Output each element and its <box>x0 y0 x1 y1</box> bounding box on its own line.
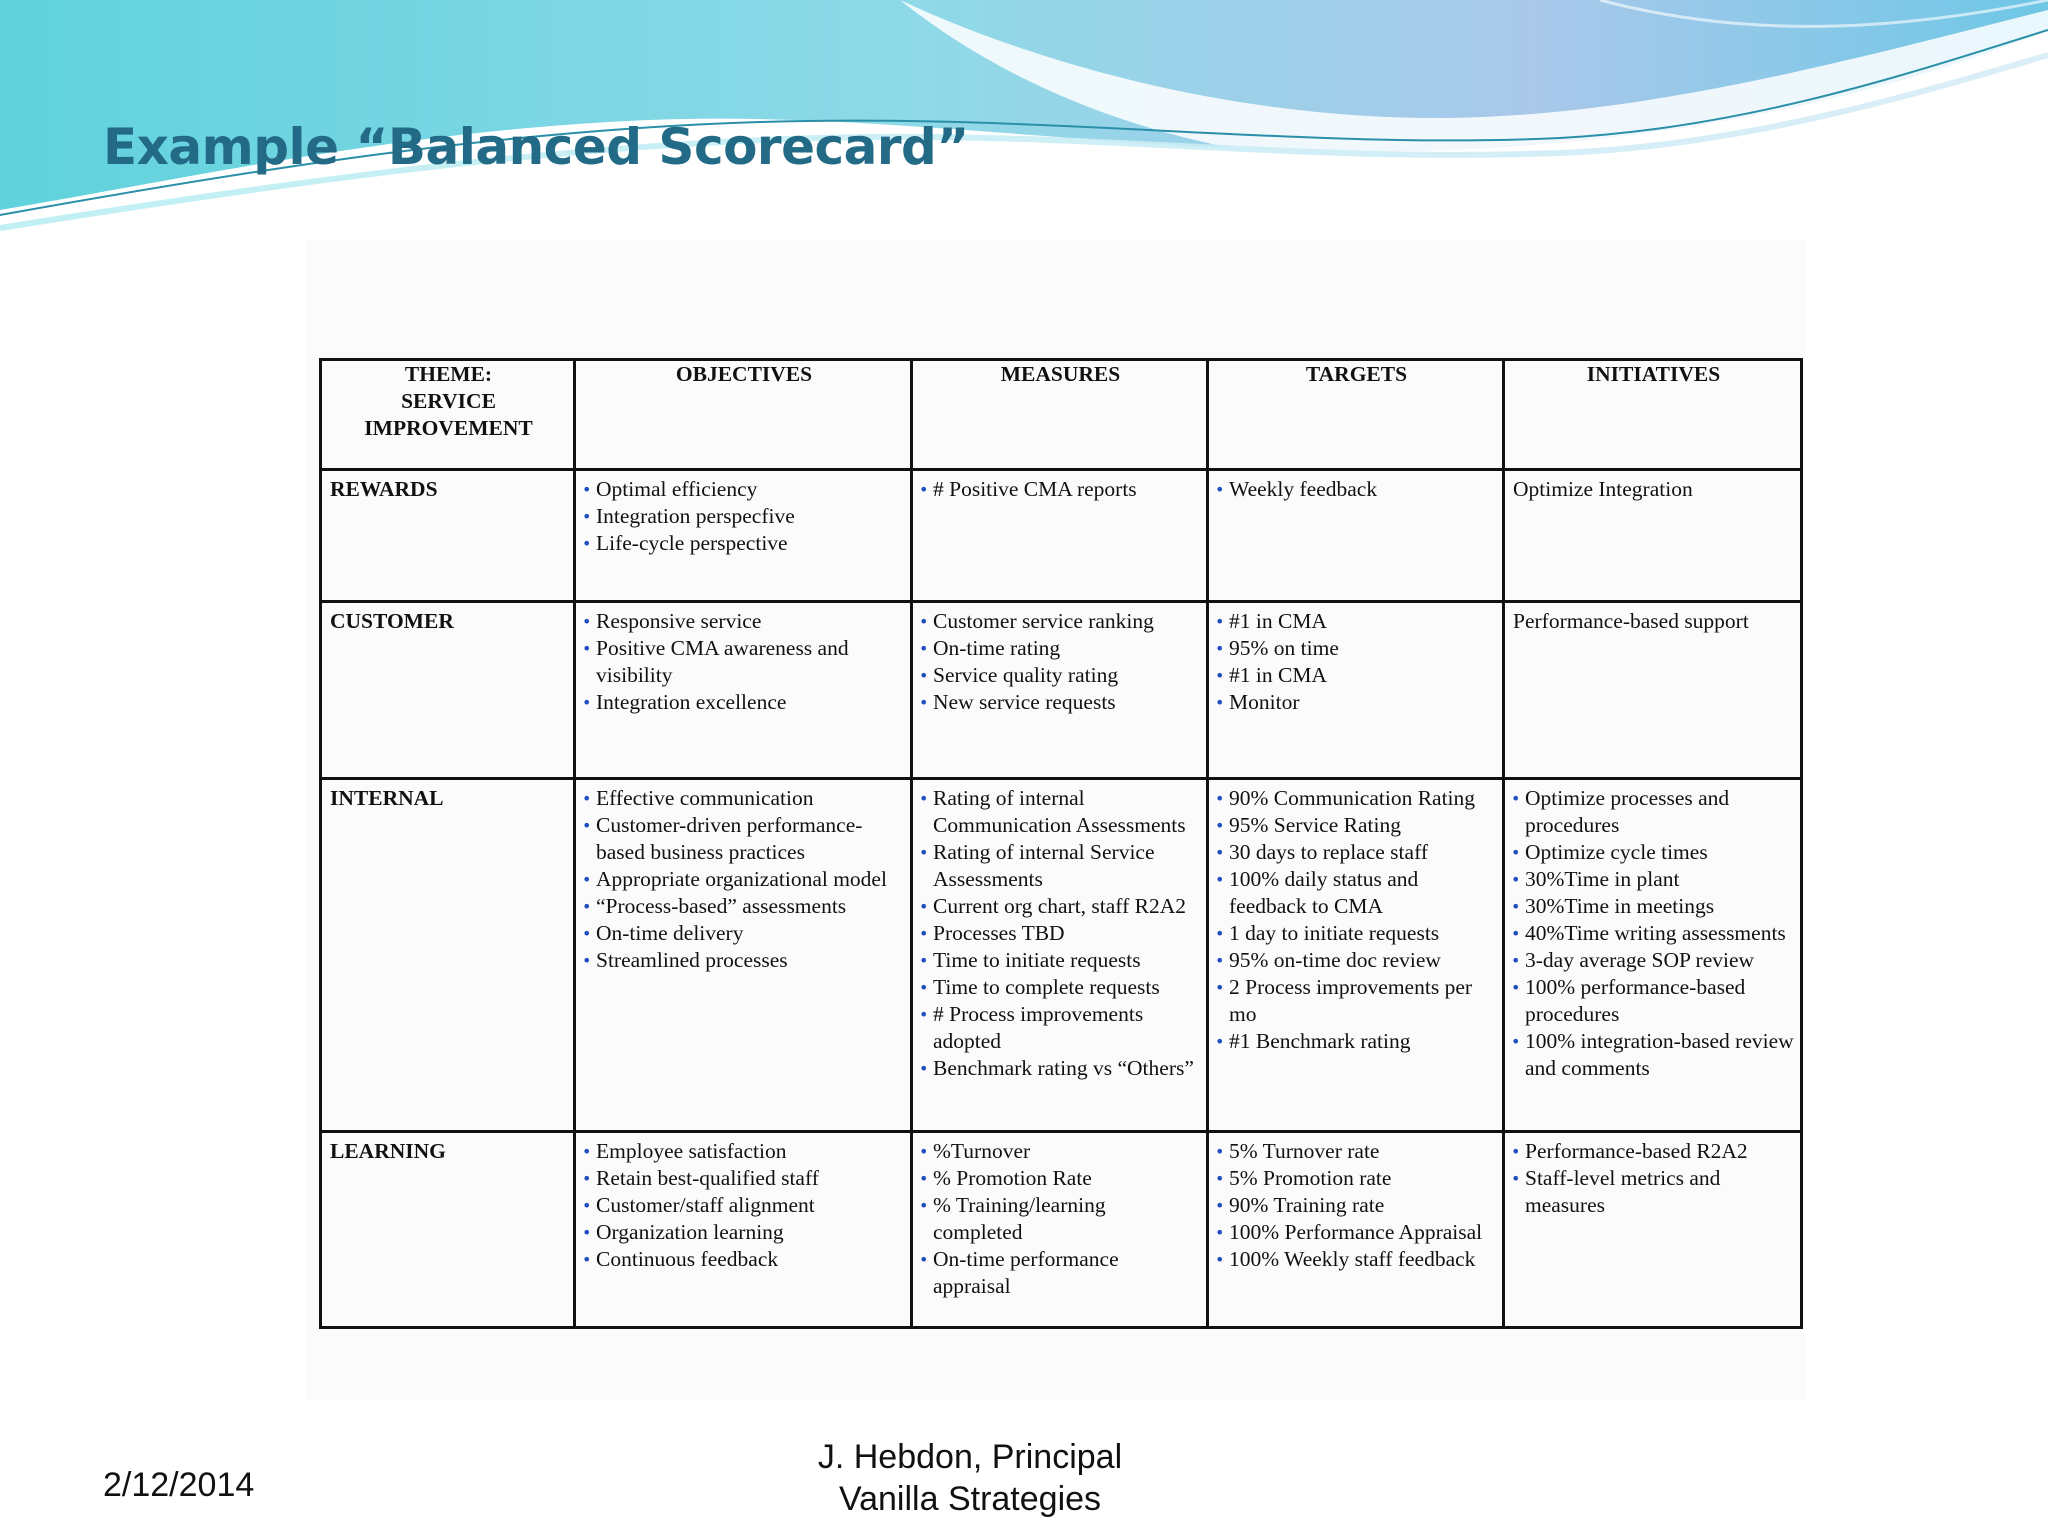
list-item: • Current org chart, staff R2A2 <box>921 893 1200 920</box>
list-item: • Effective communication <box>584 785 904 812</box>
list-item: • Weekly feedback <box>1217 476 1496 503</box>
list-item: • 1 day to initiate requests <box>1217 920 1496 947</box>
list-item: • % Training/learning completed <box>921 1192 1200 1246</box>
list-item: • Rating of internal Communication Assessments <box>921 785 1200 839</box>
list-item: • On-time performance appraisal <box>921 1246 1200 1300</box>
list-item: • On-time rating <box>921 635 1200 662</box>
list-item: • Staff-level metrics and measures <box>1513 1165 1794 1219</box>
list-item: • Service quality rating <box>921 662 1200 689</box>
list-item: • Customer/staff alignment <box>584 1192 904 1219</box>
list-item: • “Process-based” assessments <box>584 893 904 920</box>
table-header-row <box>321 360 1802 470</box>
list-item: • #1 in CMA <box>1217 608 1496 635</box>
list-item: • Appropriate organizational model <box>584 866 904 893</box>
list-item: • #1 Benchmark rating <box>1217 1028 1496 1055</box>
list-item: • 90% Training rate <box>1217 1192 1496 1219</box>
list-item: • 100% daily status and feedback to CMA <box>1217 866 1496 920</box>
author-name: J. Hebdon, Principal <box>817 1438 1123 1476</box>
list-item: • 30%Time in meetings <box>1513 893 1794 920</box>
initiatives-cell <box>1504 1132 1802 1328</box>
row-label: REWARDS <box>321 470 575 602</box>
targets-cell <box>1208 1132 1504 1328</box>
list-item: • Optimal efficiency <box>584 476 904 503</box>
list-item: • 95% Service Rating <box>1217 812 1496 839</box>
header-targets: TARGETS <box>1208 360 1504 470</box>
initiatives-cell: Performance-based support <box>1504 602 1802 779</box>
list-item: • Continuous feedback <box>584 1246 904 1273</box>
list-item: • Monitor <box>1217 689 1496 716</box>
list-item: • Customer-driven performance-based business practices <box>584 812 904 866</box>
list-item: • Time to complete requests <box>921 974 1200 1001</box>
list-item: • %Turnover <box>921 1138 1200 1165</box>
footer-date: 2/12/2014 <box>103 1466 255 1504</box>
header-initiatives: INITIATIVES <box>1504 360 1802 470</box>
measures-cell <box>912 779 1208 1132</box>
list-item: • Streamlined processes <box>584 947 904 974</box>
measures-cell <box>912 602 1208 779</box>
list-item: • 40%Time writing assessments <box>1513 920 1794 947</box>
list-item: • Performance-based R2A2 <box>1513 1138 1794 1165</box>
list-item: • Integration excellence <box>584 689 904 716</box>
list-item: • 95% on-time doc review <box>1217 947 1496 974</box>
list-item: • 90% Communication Rating <box>1217 785 1496 812</box>
measures-cell <box>912 470 1208 602</box>
list-item: • 30 days to replace staff <box>1217 839 1496 866</box>
balanced-scorecard-table <box>319 358 1803 1329</box>
targets-cell <box>1208 779 1504 1132</box>
table-row-customer <box>321 602 1802 779</box>
measures-cell <box>912 1132 1208 1328</box>
list-item: • Life-cycle perspective <box>584 530 904 557</box>
list-item: • Optimize cycle times <box>1513 839 1794 866</box>
list-item: • Organization learning <box>584 1219 904 1246</box>
objectives-cell <box>575 779 912 1132</box>
list-item: • Integration perspecfive <box>584 503 904 530</box>
list-item: • 100% Weekly staff feedback <box>1217 1246 1496 1273</box>
list-item: • % Promotion Rate <box>921 1165 1200 1192</box>
list-item: • Rating of internal Service Assessments <box>921 839 1200 893</box>
list-item: • Responsive service <box>584 608 904 635</box>
list-item: • #1 in CMA <box>1217 662 1496 689</box>
targets-cell <box>1208 602 1504 779</box>
list-item: • 5% Promotion rate <box>1217 1165 1496 1192</box>
list-item: • Positive CMA awareness and visibility <box>584 635 904 689</box>
list-item: • On-time delivery <box>584 920 904 947</box>
targets-cell <box>1208 470 1504 602</box>
initiatives-cell: Optimize Integration <box>1504 470 1802 602</box>
list-item: • Optimize processes and procedures <box>1513 785 1794 839</box>
header-measures: MEASURES <box>912 360 1208 470</box>
list-item: • 5% Turnover rate <box>1217 1138 1496 1165</box>
list-item: • 30%Time in plant <box>1513 866 1794 893</box>
objectives-cell <box>575 470 912 602</box>
list-item: • Retain best-qualified staff <box>584 1165 904 1192</box>
list-item: • 3-day average SOP review <box>1513 947 1794 974</box>
list-item: • 95% on time <box>1217 635 1496 662</box>
header-theme: THEME: SERVICE IMPROVEMENT <box>321 360 575 470</box>
row-label: INTERNAL <box>321 779 575 1132</box>
initiatives-cell <box>1504 779 1802 1132</box>
objectives-cell <box>575 602 912 779</box>
slide-title: Example “Balanced Scorecard” <box>103 118 969 176</box>
header-objectives: OBJECTIVES <box>575 360 912 470</box>
footer-author <box>790 1436 1150 1520</box>
table-row-learning <box>321 1132 1802 1328</box>
list-item: • # Positive CMA reports <box>921 476 1200 503</box>
list-item: • Customer service ranking <box>921 608 1200 635</box>
list-item: • 100% performance-based procedures <box>1513 974 1794 1028</box>
list-item: • Benchmark rating vs “Others” <box>921 1055 1200 1082</box>
list-item: • New service requests <box>921 689 1200 716</box>
list-item: • 2 Process improvements per mo <box>1217 974 1496 1028</box>
list-item: • # Process improvements adopted <box>921 1001 1200 1055</box>
table-row-internal <box>321 779 1802 1132</box>
list-item: • Processes TBD <box>921 920 1200 947</box>
table-row-rewards <box>321 470 1802 602</box>
list-item: • Time to initiate requests <box>921 947 1200 974</box>
list-item: • 100% Performance Appraisal <box>1217 1219 1496 1246</box>
row-label: LEARNING <box>321 1132 575 1328</box>
list-item: • 100% integration-based review and comments <box>1513 1028 1794 1082</box>
list-item: • Employee satisfaction <box>584 1138 904 1165</box>
row-label: CUSTOMER <box>321 602 575 779</box>
objectives-cell <box>575 1132 912 1328</box>
author-company: Vanilla Strategies <box>838 1480 1102 1518</box>
